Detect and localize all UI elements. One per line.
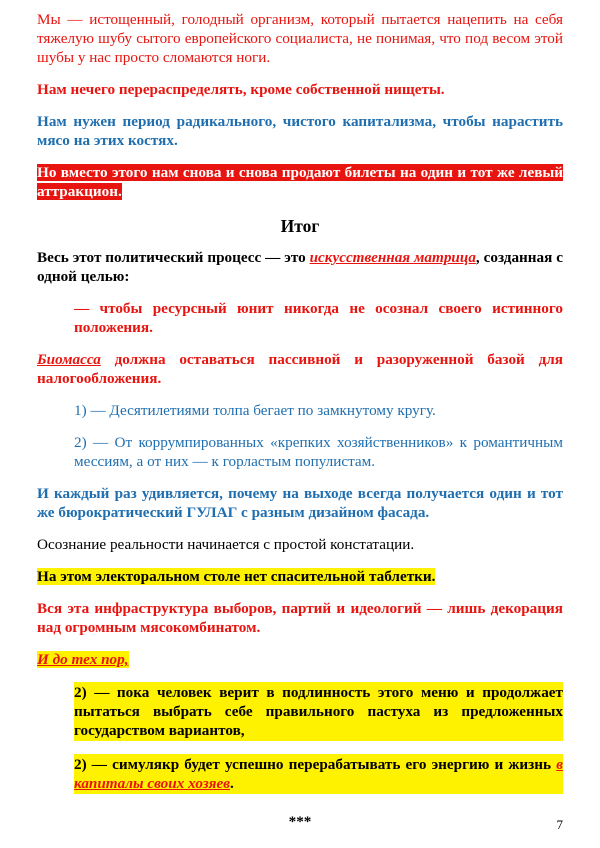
simulacrum-text: 2) — симулякр будет успешно перерабатывать его энергию и жизнь (74, 756, 557, 773)
capital-link: в капиталы своих хозяев (74, 756, 563, 792)
paragraph-capitalism: Нам нужен период радикального, чистого капитализма, чтобы нарастить мясо на этих костях. (37, 113, 563, 149)
paragraph-organism: Мы — истощенный, голодный организм, который пытается нацепить на себя тяжелую шубу сытого европейского социалиста, не понимая, что под весом этой шубы у нас просто сломаются ноги. (37, 11, 563, 66)
paragraph-gulag: И каждый раз удивляется, почему на выходе всегда получается один и тот же бюрократический ГУЛАГ с разным дизайном фасада. (37, 485, 563, 521)
section-heading-itog: Итог (280, 216, 320, 236)
matrix-text-after: , созданная с одной целью: (37, 249, 564, 285)
paragraph-until (37, 650, 563, 669)
highlighted-no-pill-text: На этом электоральном столе нет спасительной таблетки. (37, 568, 436, 585)
list-item-2-populists: 2) — От коррумпированных «крепких хозяйственников» к романтичным мессиям, а от них — к горластым популистам. (74, 434, 563, 470)
paragraph-no-pill (37, 567, 563, 586)
paragraph-infrastructure: Вся эта инфраструктура выборов, партий и идеологий — лишь декорация над огромным мясокомбинатом. (37, 600, 563, 636)
page-number: 7 (556, 817, 563, 832)
highlighted-attraction-text: Но вместо этого нам снова и снова продают билеты на один и тот же левый аттракцион. (37, 164, 563, 200)
paragraph-menu-shepherd: 2) — пока человек верит в подлинность этого меню и продолжает пытаться выбрать себе правильного пастуха из предложенных государством вариантов, (74, 684, 563, 739)
document-page (37, 10, 563, 831)
matrix-text-before: Весь этот политический процесс — это (37, 249, 310, 266)
paragraph-attraction (37, 163, 563, 201)
biomass-text: должна оставаться пассивной и разоруженной базой для налогообложения. (37, 351, 563, 387)
until-text: И до тех пор, (37, 651, 129, 668)
matrix-link: искусственная матрица (309, 249, 476, 266)
biomass-link: Биомасса (37, 351, 101, 368)
paragraph-biomass (37, 350, 563, 388)
paragraph-simulacrum (74, 754, 563, 794)
paragraph-matrix (37, 248, 563, 286)
paragraph-poverty: Нам нечего перераспределять, кроме собственной нищеты. (37, 81, 445, 98)
list-item-1-crowd: 1) — Десятилетиями толпа бегает по замкнутому кругу. (74, 402, 436, 419)
paragraph-resource-unit: — чтобы ресурсный юнит никогда не осознал своего истинного положения. (74, 300, 563, 336)
simulacrum-period: . (229, 775, 234, 792)
paragraph-awareness: Осознание реальности начинается с простой констатации. (37, 536, 415, 553)
section-separator-stars: *** (288, 813, 312, 830)
